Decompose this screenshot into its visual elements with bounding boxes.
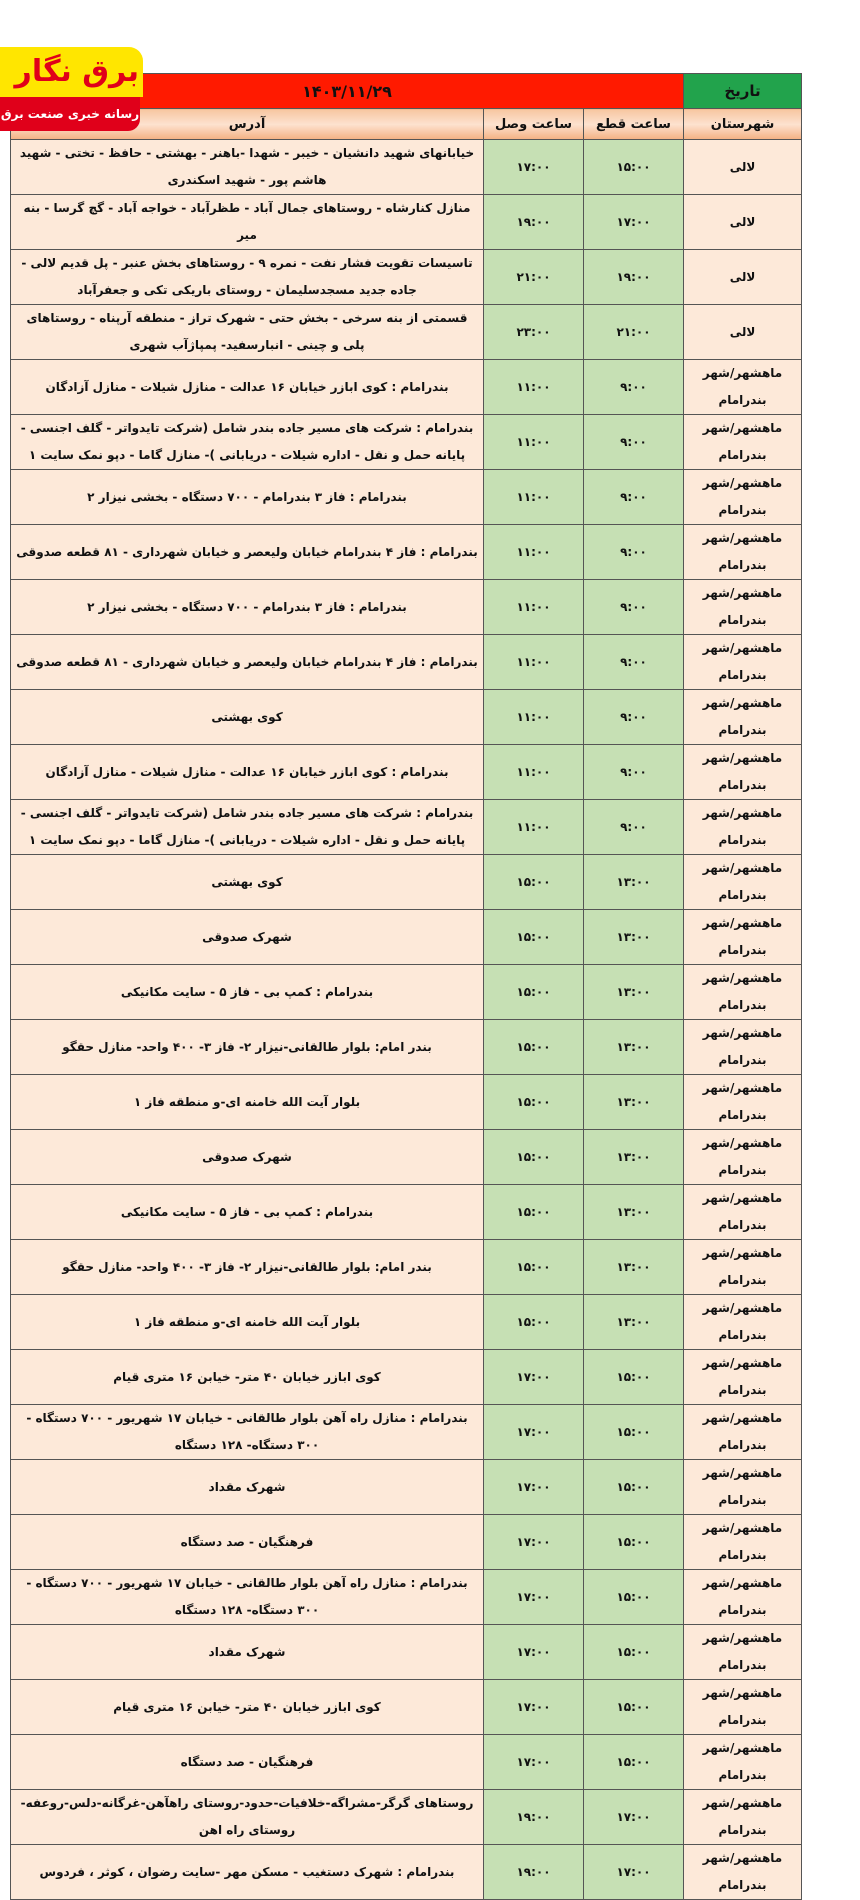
cut-time-cell: ۹:۰۰ [584,690,684,745]
date-label: تاریخ [684,74,802,109]
address-cell: فرهنگیان - صد دستگاه [11,1515,484,1570]
city-cell: لالی [684,305,802,360]
city-cell: ماهشهر/شهر بندرامام [684,470,802,525]
connect-time-cell: ۱۷:۰۰ [484,1460,584,1515]
city-cell: ماهشهر/شهر بندرامام [684,635,802,690]
address-cell: کوی بهشتی [11,855,484,910]
connect-time-cell: ۱۱:۰۰ [484,745,584,800]
address-cell: خیابانهای شهید دانشیان - خیبر - شهدا -باهنر - بهشتی - حافظ - تختی - شهید هاشم پور - شهید اسکندری [11,140,484,195]
cut-time-cell: ۱۵:۰۰ [584,1570,684,1625]
cut-time-cell: ۱۵:۰۰ [584,1350,684,1405]
connect-time-cell: ۱۱:۰۰ [484,525,584,580]
address-cell: بندرامام : فاز ۴ بندرامام خیابان ولیعصر و خیابان شهرداری - ۸۱ قطعه صدوقی [11,525,484,580]
city-cell: ماهشهر/شهر بندرامام [684,1735,802,1790]
outage-schedule-table [10,73,802,1900]
cut-time-cell: ۱۵:۰۰ [584,1680,684,1735]
table-row [11,525,802,580]
connect-time-cell: ۱۱:۰۰ [484,635,584,690]
address-cell: بندرامام : شهرک دستغیب - مسکن مهر -سایت رضوان ، کوثر ، فردوس [11,1845,484,1900]
city-cell: ماهشهر/شهر بندرامام [684,1790,802,1845]
table-row [11,1625,802,1680]
address-cell: شهرک مقداد [11,1460,484,1515]
city-cell: لالی [684,195,802,250]
address-cell: بندرامام : منازل راه آهن بلوار طالقانی - خیابان ۱۷ شهریور - ۷۰۰ دستگاه - ۳۰۰ دستگاه- ۱۲۸ دستگاه [11,1405,484,1460]
table-row [11,305,802,360]
connect-time-cell: ۱۵:۰۰ [484,1075,584,1130]
cut-time-cell: ۹:۰۰ [584,800,684,855]
city-cell: ماهشهر/شهر بندرامام [684,910,802,965]
header-address: آدرس [11,109,484,140]
table-row [11,745,802,800]
connect-time-cell: ۱۷:۰۰ [484,1625,584,1680]
address-cell: کوی ابازر خیابان ۴۰ متر- خیابن ۱۶ متری قیام [11,1680,484,1735]
address-cell: بندرامام : فاز ۳ بندرامام - ۷۰۰ دستگاه - بخشی نیزار ۲ [11,470,484,525]
cut-time-cell: ۱۳:۰۰ [584,1185,684,1240]
table-row [11,690,802,745]
table-row [11,910,802,965]
address-cell: شهرک صدوقی [11,1130,484,1185]
table-row [11,1405,802,1460]
cut-time-cell: ۹:۰۰ [584,580,684,635]
connect-time-cell: ۱۱:۰۰ [484,470,584,525]
city-cell: ماهشهر/شهر بندرامام [684,1460,802,1515]
connect-time-cell: ۱۵:۰۰ [484,855,584,910]
city-cell: ماهشهر/شهر بندرامام [684,1020,802,1075]
table-row [11,1075,802,1130]
table-row [11,1845,802,1900]
address-cell: بندرامام : کمپ بی - فاز ۵ - سایت مکانیکی [11,965,484,1020]
table-row [11,1350,802,1405]
city-cell: ماهشهر/شهر بندرامام [684,415,802,470]
address-cell: بندر امام: بلوار طالقانی-نیزار ۲- فاز ۳- ۴۰۰ واحد- منازل حقگو [11,1240,484,1295]
cut-time-cell: ۹:۰۰ [584,470,684,525]
address-cell: قسمتی از بنه سرخی - بخش حتی - شهرک تراز - منطقه آرپناه - روستاهای پلی و چینی - انبارسفید- پمپاژآب شهری [11,305,484,360]
city-cell: ماهشهر/شهر بندرامام [684,690,802,745]
table-row [11,1240,802,1295]
connect-time-cell: ۱۷:۰۰ [484,1570,584,1625]
cut-time-cell: ۹:۰۰ [584,525,684,580]
city-cell: ماهشهر/شهر بندرامام [684,1240,802,1295]
city-cell: لالی [684,140,802,195]
connect-time-cell: ۱۵:۰۰ [484,1020,584,1075]
table-row [11,580,802,635]
cut-time-cell: ۱۵:۰۰ [584,1460,684,1515]
cut-time-cell: ۹:۰۰ [584,635,684,690]
table-row [11,195,802,250]
cut-time-cell: ۱۵:۰۰ [584,1405,684,1460]
connect-time-cell: ۱۱:۰۰ [484,360,584,415]
table-row [11,800,802,855]
cut-time-cell: ۲۱:۰۰ [584,305,684,360]
address-cell: بلوار آیت الله خامنه ای-و منطقه فاز ۱ [11,1075,484,1130]
city-cell: ماهشهر/شهر بندرامام [684,1350,802,1405]
table-row [11,1735,802,1790]
cut-time-cell: ۱۳:۰۰ [584,1020,684,1075]
city-cell: ماهشهر/شهر بندرامام [684,1570,802,1625]
city-cell: ماهشهر/شهر بندرامام [684,1185,802,1240]
cut-time-cell: ۱۷:۰۰ [584,1790,684,1845]
cut-time-cell: ۱۳:۰۰ [584,1295,684,1350]
table-row [11,1790,802,1845]
address-cell: بندرامام : کوی ابازر خیابان ۱۶ عدالت - منازل شیلات - منازل آزادگان [11,360,484,415]
table-row [11,415,802,470]
city-cell: ماهشهر/شهر بندرامام [684,1680,802,1735]
header-city: شهرستان [684,109,802,140]
city-cell: ماهشهر/شهر بندرامام [684,1130,802,1185]
connect-time-cell: ۱۹:۰۰ [484,1845,584,1900]
address-cell: بندرامام : فاز ۴ بندرامام خیابان ولیعصر و خیابان شهرداری - ۸۱ قطعه صدوقی [11,635,484,690]
address-cell: فرهنگیان - صد دستگاه [11,1735,484,1790]
connect-time-cell: ۱۱:۰۰ [484,415,584,470]
table-row [11,470,802,525]
table-row [11,1570,802,1625]
city-cell: ماهشهر/شهر بندرامام [684,965,802,1020]
connect-time-cell: ۱۷:۰۰ [484,1680,584,1735]
city-cell: ماهشهر/شهر بندرامام [684,580,802,635]
connect-time-cell: ۱۱:۰۰ [484,580,584,635]
table-row [11,1130,802,1185]
header-cut-time: ساعت قطع [584,109,684,140]
cut-time-cell: ۱۳:۰۰ [584,1130,684,1185]
brand-logo [0,47,143,131]
address-cell: شهرک صدوقی [11,910,484,965]
city-cell: ماهشهر/شهر بندرامام [684,525,802,580]
cut-time-cell: ۱۳:۰۰ [584,965,684,1020]
address-cell: کوی ابازر خیابان ۴۰ متر- خیابن ۱۶ متری قیام [11,1350,484,1405]
connect-time-cell: ۱۵:۰۰ [484,1295,584,1350]
connect-time-cell: ۱۵:۰۰ [484,910,584,965]
table-row [11,1460,802,1515]
connect-time-cell: ۱۱:۰۰ [484,690,584,745]
address-cell: بندرامام : شرکت های مسیر جاده بندر شامل (شرکت تایدواتر - گلف اجنسی - پایانه حمل و نقل - اداره شیلات - دریابانی )- منازل گاما - دپو نمک سایت ۱ [11,800,484,855]
logo-name: برق نگار [0,47,143,97]
address-cell: شهرک مقداد [11,1625,484,1680]
connect-time-cell: ۱۵:۰۰ [484,965,584,1020]
connect-time-cell: ۱۷:۰۰ [484,140,584,195]
table-row [11,360,802,415]
connect-time-cell: ۱۱:۰۰ [484,800,584,855]
connect-time-cell: ۱۷:۰۰ [484,1735,584,1790]
logo-tagline: رسانه خبری صنعت برق [0,97,140,131]
address-cell: بندر امام: بلوار طالقانی-نیزار ۲- فاز ۳- ۴۰۰ واحد- منازل حقگو [11,1020,484,1075]
address-cell: بندرامام : کمپ بی - فاز ۵ - سایت مکانیکی [11,1185,484,1240]
cut-time-cell: ۹:۰۰ [584,360,684,415]
address-cell: تاسیسات تقویت فشار نفت - نمره ۹ - روستاهای بخش عنبر - پل قدیم لالی - جاده جدید مسجدسلیمان - روستای باریکی تکی و جعفرآباد [11,250,484,305]
cut-time-cell: ۱۵:۰۰ [584,1515,684,1570]
cut-time-cell: ۱۷:۰۰ [584,195,684,250]
city-cell: ماهشهر/شهر بندرامام [684,855,802,910]
table-row [11,855,802,910]
city-cell: ماهشهر/شهر بندرامام [684,1295,802,1350]
header-connect-time: ساعت وصل [484,109,584,140]
city-cell: ماهشهر/شهر بندرامام [684,1625,802,1680]
connect-time-cell: ۱۵:۰۰ [484,1130,584,1185]
address-cell: کوی بهشتی [11,690,484,745]
address-cell: بندرامام : منازل راه آهن بلوار طالقانی - خیابان ۱۷ شهریور - ۷۰۰ دستگاه - ۳۰۰ دستگاه- ۱۲۸ دستگاه [11,1570,484,1625]
connect-time-cell: ۱۷:۰۰ [484,1515,584,1570]
city-cell: ماهشهر/شهر بندرامام [684,1405,802,1460]
city-cell: ماهشهر/شهر بندرامام [684,1075,802,1130]
cut-time-cell: ۹:۰۰ [584,745,684,800]
table-row [11,965,802,1020]
table-row [11,1020,802,1075]
cut-time-cell: ۱۹:۰۰ [584,250,684,305]
table-row [11,140,802,195]
cut-time-cell: ۱۵:۰۰ [584,1625,684,1680]
connect-time-cell: ۱۹:۰۰ [484,1790,584,1845]
connect-time-cell: ۱۵:۰۰ [484,1185,584,1240]
cut-time-cell: ۱۵:۰۰ [584,140,684,195]
cut-time-cell: ۱۳:۰۰ [584,1240,684,1295]
date-value: ۱۴۰۳/۱۱/۲۹ [11,74,684,109]
address-cell: بلوار آیت الله خامنه ای-و منطقه فاز ۱ [11,1295,484,1350]
connect-time-cell: ۱۷:۰۰ [484,1405,584,1460]
city-cell: ماهشهر/شهر بندرامام [684,745,802,800]
cut-time-cell: ۹:۰۰ [584,415,684,470]
connect-time-cell: ۱۹:۰۰ [484,195,584,250]
address-cell: بندرامام : کوی ابازر خیابان ۱۶ عدالت - منازل شیلات - منازل آزادگان [11,745,484,800]
cut-time-cell: ۱۳:۰۰ [584,1075,684,1130]
cut-time-cell: ۱۳:۰۰ [584,910,684,965]
table-row [11,1515,802,1570]
city-cell: ماهشهر/شهر بندرامام [684,800,802,855]
cut-time-cell: ۱۵:۰۰ [584,1735,684,1790]
city-cell: ماهشهر/شهر بندرامام [684,1515,802,1570]
table-row [11,635,802,690]
city-cell: ماهشهر/شهر بندرامام [684,360,802,415]
address-cell: منازل کنارشاه - روستاهای جمال آباد - طظرآباد - خواجه آباد - گچ گرسا - بنه میر [11,195,484,250]
address-cell: بندرامام : فاز ۳ بندرامام - ۷۰۰ دستگاه - بخشی نیزار ۲ [11,580,484,635]
city-cell: لالی [684,250,802,305]
connect-time-cell: ۱۵:۰۰ [484,1240,584,1295]
table-row [11,1185,802,1240]
table-row [11,1295,802,1350]
address-cell: روستاهای گرگر-مشراگه-خلافیات-حدود-روستای راهآهن-غرگانه-دلس-روعفه- روستای راه اهن [11,1790,484,1845]
table-row [11,1680,802,1735]
address-cell: بندرامام : شرکت های مسیر جاده بندر شامل (شرکت تایدواتر - گلف اجنسی - پایانه حمل و نقل - اداره شیلات - دریابانی )- منازل گاما - دپو نمک سایت ۱ [11,415,484,470]
cut-time-cell: ۱۷:۰۰ [584,1845,684,1900]
cut-time-cell: ۱۳:۰۰ [584,855,684,910]
connect-time-cell: ۲۱:۰۰ [484,250,584,305]
connect-time-cell: ۱۷:۰۰ [484,1350,584,1405]
connect-time-cell: ۲۳:۰۰ [484,305,584,360]
city-cell: ماهشهر/شهر بندرامام [684,1845,802,1900]
table-row [11,250,802,305]
